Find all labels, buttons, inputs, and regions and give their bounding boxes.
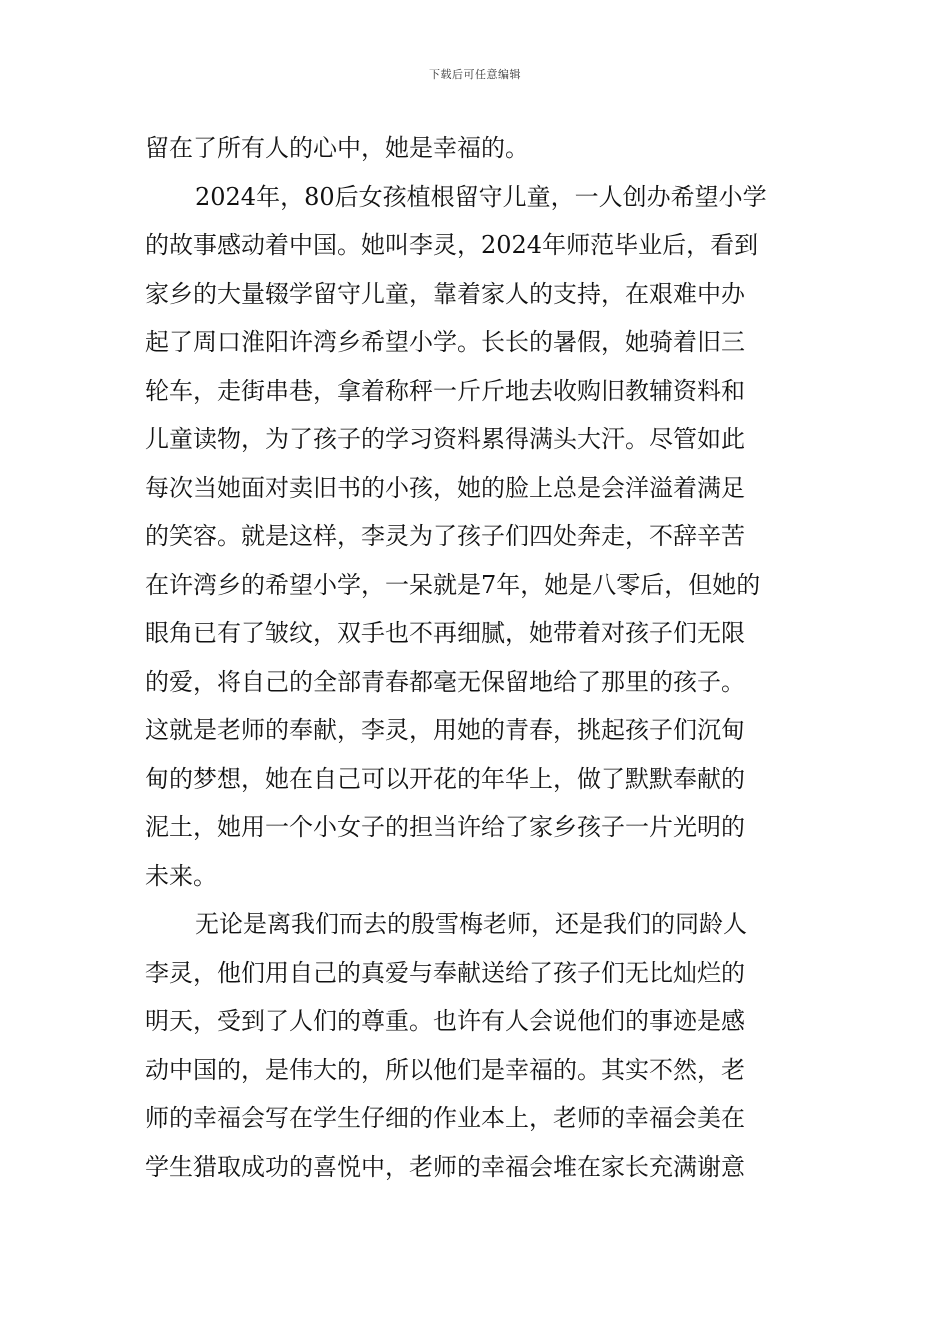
paragraph-2-line-8: 的笑容。就是这样，李灵为了孩子们四处奔走，不辞辛苦 [145, 522, 745, 550]
paragraph-2-line-7: 每次当她面对卖旧书的小孩，她的脸上总是会洋溢着满足 [145, 473, 745, 502]
paragraph-3-line-6: 学生猎取成功的喜悦中，老师的幸福会堆在家长充满谢意 [145, 1152, 745, 1181]
paragraph-3-line-5: 师的幸福会写在学生仔细的作业本上，老师的幸福会美在 [145, 1104, 745, 1132]
paragraph-2-line-1: 2024年，80后女孩植根留守儿童，一人创办希望小学 [195, 182, 767, 211]
paragraph-2-line-13: 甸的梦想，她在自己可以开花的年华上，做了默默奉献的 [145, 764, 745, 793]
paragraph-2-line-2: 的故事感动着中国。她叫李灵，2024年师范毕业后，看到 [145, 231, 759, 259]
page-header: 下载后可任意编辑 [429, 68, 521, 81]
paragraph-2-line-9: 在许湾乡的希望小学，一呆就是7年，她是八零后，但她的 [145, 570, 761, 599]
paragraph-2-line-6: 儿童读物，为了孩子的学习资料累得满头大汗。尽管如此 [145, 425, 745, 453]
paragraph-1-line-1: 留在了所有人的心中，她是幸福的。 [145, 134, 529, 162]
paragraph-2-line-10: 眼角已有了皱纹，双手也不再细腻，她带着对孩子们无限 [145, 619, 745, 647]
paragraph-2-line-3: 家乡的大量辍学留守儿童，靠着家人的支持，在艰难中办 [145, 279, 745, 308]
paragraph-3-line-4: 动中国的，是伟大的，所以他们是幸福的。其实不然，老 [145, 1055, 745, 1084]
paragraph-3-line-3: 明天，受到了人们的尊重。也许有人会说他们的事迹是感 [145, 1007, 745, 1035]
paragraph-3-line-2: 李灵，他们用自己的真爱与奉献送给了孩子们无比灿烂的 [145, 958, 745, 987]
paragraph-2-line-12: 这就是老师的奉献，李灵，用她的青春，挑起孩子们沉甸 [145, 716, 745, 744]
paragraph-2-line-5: 轮车，走街串巷，拿着称秤一斤斤地去收购旧教辅资料和 [145, 376, 745, 405]
document-body [145, 124, 815, 1191]
paragraph-3-line-1: 无论是离我们而去的殷雪梅老师，还是我们的同龄人 [195, 910, 747, 938]
paragraph-2-line-14: 泥土，她用一个小女子的担当许给了家乡孩子一片光明的 [145, 813, 745, 841]
paragraph-2-line-4: 起了周口淮阳许湾乡希望小学。长长的暑假，她骑着旧三 [145, 328, 745, 356]
paragraph-2-line-15: 未来。 [145, 861, 217, 890]
paragraph-2-line-11: 的爱，将自己的全部青春都毫无保留地给了那里的孩子。 [145, 667, 745, 696]
